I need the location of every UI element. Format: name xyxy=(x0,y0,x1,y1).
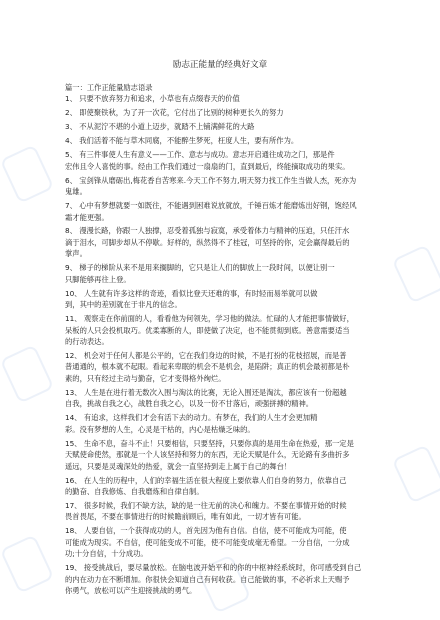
item-line: 8、 漫漫长路，你跟一人独撑，忍受着孤独与寂寞，承受着体力与精神的压迫，只任汗水 xyxy=(65,226,350,236)
list-item xyxy=(65,313,395,347)
item-line: 霜才能更强。 xyxy=(65,212,109,222)
item-line: 1、 只要不放弃努力和追求，小草也有点缀春天的价值 xyxy=(65,94,240,104)
list-item xyxy=(65,149,395,172)
item-line: 5、 有三件事使人生有意义——工作、意志与成功。意志开启通往成功之门，那是件 xyxy=(65,150,335,160)
item-line: 可能成为现实。不自信，使可能变成不可能，使不可能变成毫无希望。一分自信，一分成 xyxy=(65,537,350,547)
document-body xyxy=(65,82,395,597)
list-item xyxy=(65,93,395,104)
list-item xyxy=(65,225,395,259)
list-item xyxy=(65,121,395,132)
item-line: 10、 人生就有许多这样的奇迹，看似比登天还难的事，有时轻而易举就可以做 xyxy=(65,288,318,298)
item-line: 19、 接受挑战后，要尽量放松。在脑电波开始平和的你的中枢神经系统时，你可感受到自己 xyxy=(65,563,362,573)
item-line: 13、 人生是在进行着无数次入围与淘汰的比赛，无论入围还是淘汰，都应该有一份超越 xyxy=(65,387,347,397)
watermark-mark xyxy=(0,144,54,204)
list-item xyxy=(65,200,395,223)
item-line: 普通通的，根本就不起眼。看起来卑眠的机会不是机会，是陷阱；真正的机会最初都是朴 xyxy=(65,362,350,372)
list-item xyxy=(65,500,395,523)
item-line: 9、 梯子的梯阶从来不是用来搁脚的，它只是让人们的脚放上一段时间，以便让别一 xyxy=(65,263,335,273)
item-line: 天赋使命使然，那就是一个人该坚持和努力的东西，无论天赋是什么，无论路有多曲折多 xyxy=(65,450,350,460)
item-line: 功;十分自信，十分成功。 xyxy=(65,549,148,559)
list-item xyxy=(65,412,395,435)
item-line: 到，其中的差别就在于非凡的信念。 xyxy=(65,300,182,310)
item-line: 14、 有追求，这样我们才会有活下去的动力。有梦在，我们的人生才会更加精 xyxy=(65,413,318,423)
item-line: 掌声。 xyxy=(65,249,87,259)
list-item xyxy=(65,387,395,410)
document-title: 励志正能量的经典好文章 xyxy=(172,60,268,70)
item-line: 12、 机会对于任何人都是公平的，它在我们身边的时候，不是打扮的花枝招展，而是普 xyxy=(65,351,347,361)
item-line: 素的，只有经过主动与勤奋，它才变得格外绚烂。 xyxy=(65,373,226,383)
item-line: 15、 生命不息，奋斗不止！只要相信，只要坚持，只要你真的是用生命在热爱，那一定是 xyxy=(65,438,354,448)
item-line: 的内在动力在不断增加。你很快会知道自己有何收获。自己能做的事，不必祈求上天赐予 xyxy=(65,574,350,584)
item-line: 遥远，只要是灵魂深处的热爱，就会一直坚持到走上属于自己的舞台！ xyxy=(65,461,292,471)
item-line: 的行动表达。 xyxy=(65,337,109,347)
item-line: 呆板的人只会投机取巧。优柔寡断的人，即使做了决定，也不能贯彻到底。善意需要适当 xyxy=(65,325,350,335)
list-item xyxy=(65,475,395,498)
item-line: 18、 人要自信，一个获得成功的人，首先因为他有自信。自信，使不可能成为可能，使 xyxy=(65,526,347,536)
list-item xyxy=(65,262,395,285)
item-line: 17、 很多时候，我们不缺方法，缺的是一往无前的决心和魄力。不要在事情开始的时候 xyxy=(65,500,347,510)
item-line: 畏首畏尾，不要在事情进行的时候瞻前顾后，唯有如此，一切才皆有可能。 xyxy=(65,512,306,522)
list-item xyxy=(65,288,395,311)
item-line: 滴于泪水，可脚步却从不停歇。好样的，纵然得不了桂冠，可坚持的你，定会赢得最后的 xyxy=(65,237,350,247)
section-heading: 篇一：工作正能量励志语录 xyxy=(65,83,153,92)
item-line: 6、 宝剑锋从磨砺出,梅花香自苦寒来.今天工作不努力,明天努力找工作生当做人杰，死亦为 xyxy=(65,175,357,185)
item-line: 11、 观察走在你前面的人，看看他为何领先，学习他的做法。忙碌的人才能把事情做好， xyxy=(65,314,354,324)
list-item xyxy=(65,525,395,559)
item-line: 只脚能够再往上登。 xyxy=(65,274,131,284)
list-item xyxy=(65,350,395,384)
watermark-mark xyxy=(0,344,54,404)
item-line: 宏伟且令人喜悦的事。经由工作我们通过一扇扇的门，直到最后，终能摘取成功的果实。 xyxy=(65,161,350,171)
item-line: 彩。没有梦想的人生，心灵是干枯的，内心是枯燥乏味的。 xyxy=(65,424,255,434)
item-line: 自我，挑战自我之心，战胜自我之心，以及一份不甘落后，顽强拼搏的精神。 xyxy=(65,399,314,409)
item-line: 你勇气，放松可以产生迎接挑战的勇气。 xyxy=(65,586,197,596)
item-line: 的勤奋、自我修炼、自我磨炼和自律自制。 xyxy=(65,487,204,496)
item-line: 7、 心中有梦想就要一如既往，不能遇到困难说放就放，千锤百炼才能磨炼出好钢，饱经风 xyxy=(65,201,357,211)
watermark-mark xyxy=(0,534,54,594)
item-line: 4、 我们活着不能与草木同腐，不能醉生梦死，枉度人生，要有所作为。 xyxy=(65,136,299,146)
list-item xyxy=(65,107,395,118)
item-line: 16、 在人生的历程中，人们的幸福生活在很大程度上要依靠人们自身的努力，依靠自己 xyxy=(65,475,347,485)
watermark-mark xyxy=(392,444,440,504)
list-item xyxy=(65,175,395,198)
watermark-mark xyxy=(392,244,440,304)
list-item xyxy=(65,135,395,146)
list-item xyxy=(65,562,395,596)
item-line: 3、 不从泥泞不堪的小道上迈步，就踏不上铺满鲜花的大路 xyxy=(65,122,255,132)
item-line: 鬼雄。 xyxy=(65,187,87,197)
item-line: 2、 即使聚铁秋，为了开一次花，它付出了比别的树种更长久的努力 xyxy=(65,108,284,118)
list-item xyxy=(65,438,395,472)
